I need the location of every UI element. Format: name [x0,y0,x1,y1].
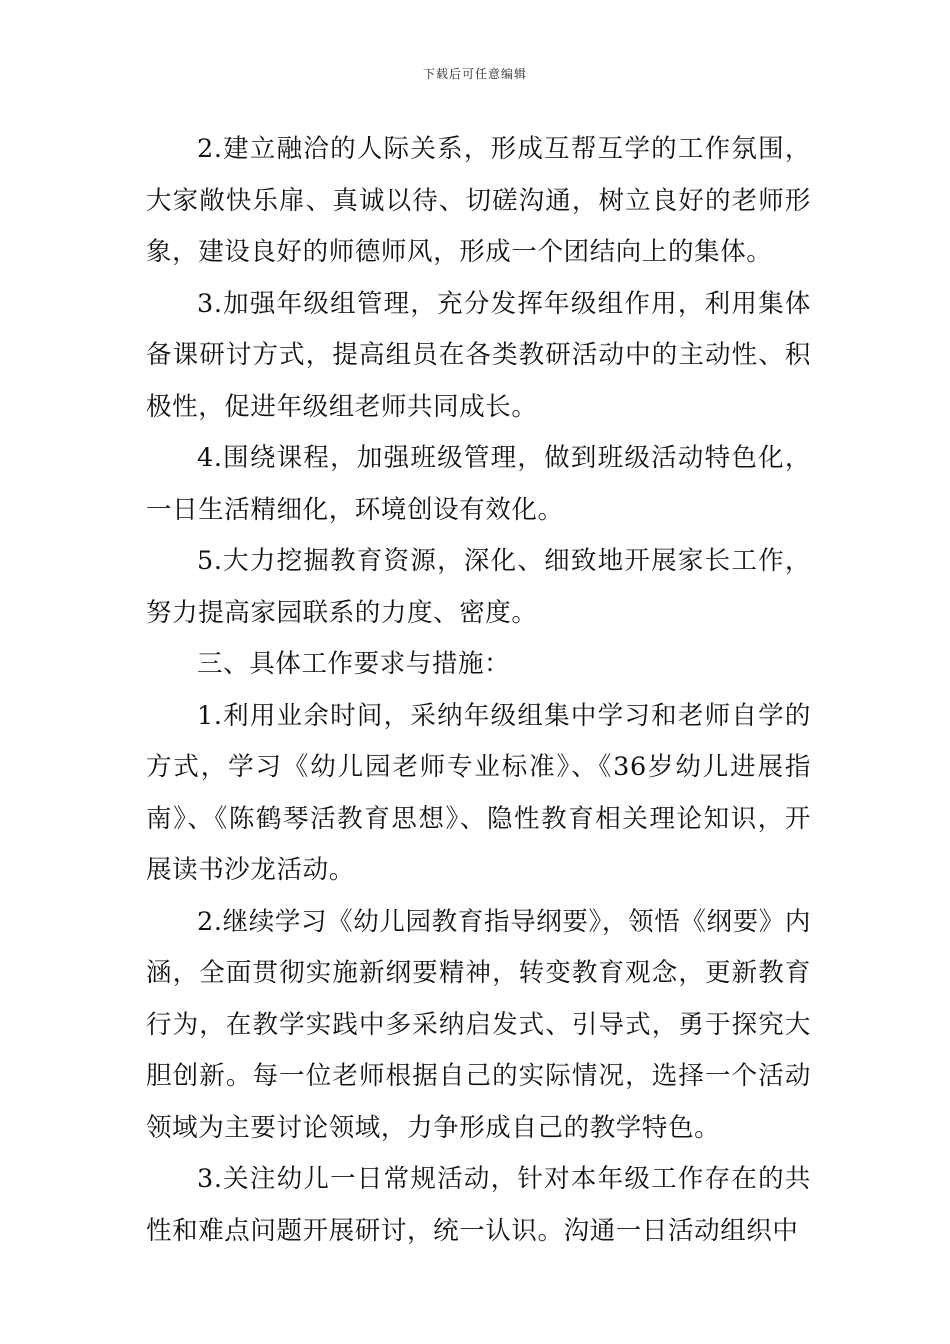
paragraph-goal-5: 5.大力挖掘教育资源，深化、细致地开展家长工作，努力提高家园联系的力度、密度。 [146,546,811,628]
document-body [146,124,811,1257]
section-heading-3: 三、具体工作要求与措施： [197,649,511,679]
paragraph-goal-4: 4.围绕课程，加强班级管理，做到班级活动特色化，一日生活精细化，环境创设有效化。 [146,443,811,525]
page-header-note: 下载后可任意编辑 [422,67,527,81]
paragraph-measure-1: 1.利用业余时间，采纳年级组集中学习和老师自学的方式，学习《幼儿园老师专业标准》、《36岁幼儿进展指南》、《陈鹤琴活教育思想》、隐性教育相关理论知识，开展读书沙龙活动。 [146,700,811,885]
paragraph-measure-2: 2.继续学习《幼儿园教育指导纲要》，领悟《纲要》内涵，全面贯彻实施新纲要精神，转变教育观念，更新教育行为，在教学实践中多采纳启发式、引导式，勇于探究大胆创新。每一位老师根据自己的实际情况，选择一个活动领域为主要讨论领域，力争形成自己的教学特色。 [146,906,811,1143]
paragraph-goal-2: 2.建立融洽的人际关系，形成互帮互学的工作氛围，大家敞快乐扉、真诚以待、切磋沟通，树立良好的老师形象，建设良好的师德师风，形成一个团结向上的集体。 [146,134,811,267]
paragraph-goal-3: 3.加强年级组管理，充分发挥年级组作用，利用集体备课研讨方式，提高组员在各类教研活动中的主动性、积极性，促进年级组老师共同成长。 [146,288,811,422]
paragraph-measure-3: 3.关注幼儿一日常规活动，针对本年级工作存在的共性和难点问题开展研讨，统一认识。沟通一日活动组织中 [146,1164,811,1246]
